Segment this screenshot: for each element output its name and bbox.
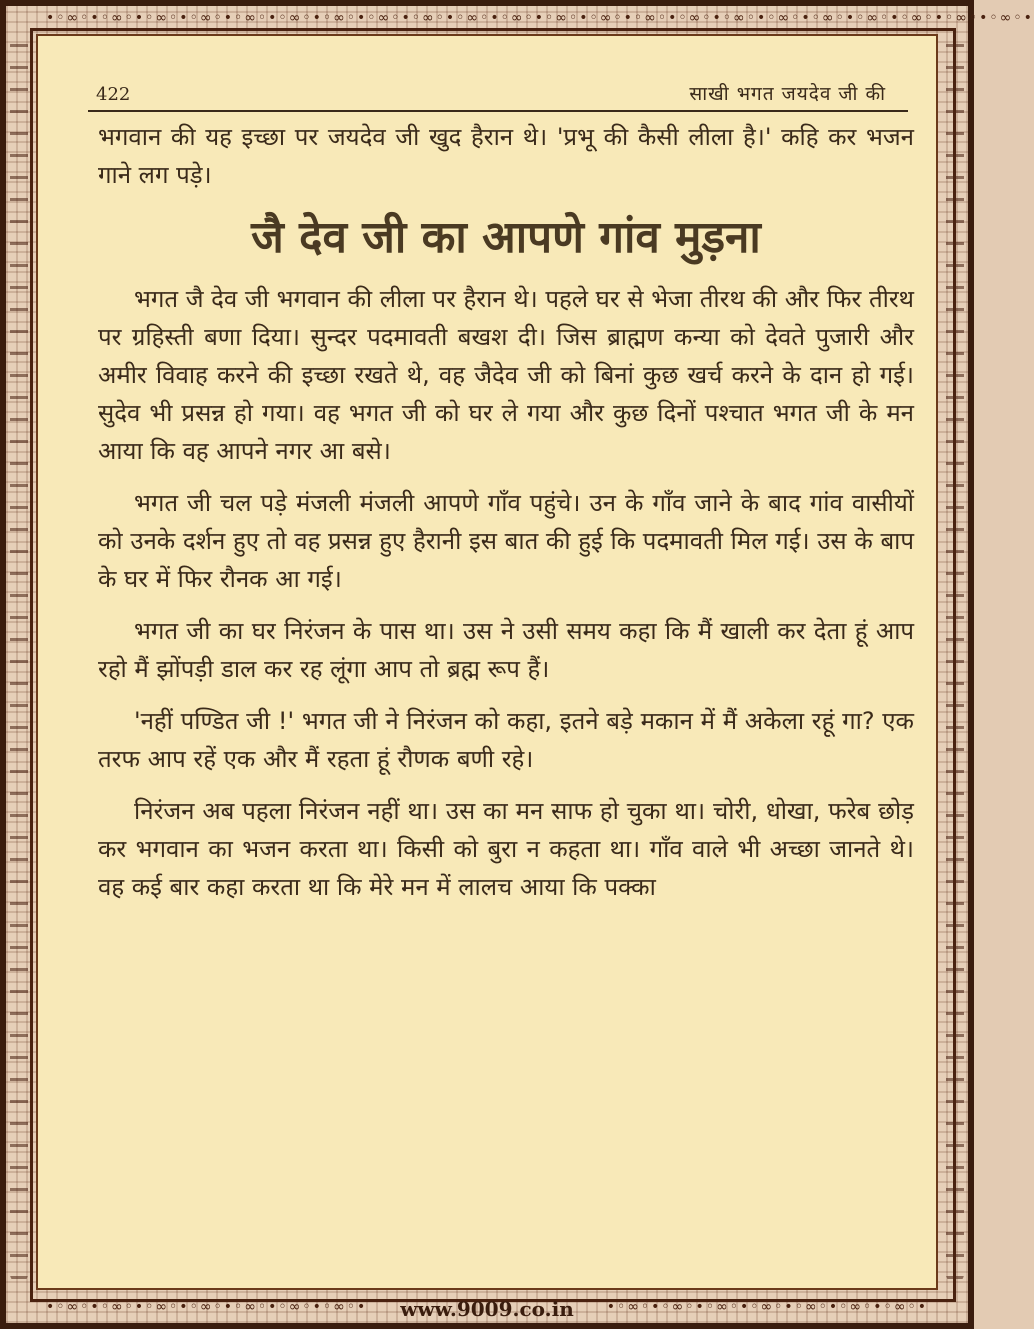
page-header: [88, 76, 908, 112]
paragraph-4: 'नहीं पण्डित जी !' भगत जी ने निरंजन को कहा, इतने बड़े मकान में मैं अकेला रहूं गा? एक तरफ आप रहें एक और मैं रहता हूं रौणक बणी रहे।: [98, 707, 914, 773]
paragraph-2: भगत जी चल पड़े मंजली मंजली आपणे गाँव पहुंचे। उन के गाँव जाने के बाद गांव वासीयों को उनके दर्शन हुए तो वह प्रसन्न हुए हैरानी इस बात की हुई कि पदमावती मिल गई। उस के बाप के घर में फिर रौनक आ गई।: [98, 489, 914, 593]
paragraph-1: भगत जै देव जी भगवान की लीला पर हैरान थे। पहले घर से भेजा तीरथ की और फिर तीरथ पर ग्रहिस्ती बणा दिया। सुन्दर पदमावती बखश दी। जिस ब्राह्मण कन्या को देवते पुजारी और अमीर विवाह करने की इच्छा रखते थे, वह जैदेव जी को बिनां कुछ खर्च करने के दान हो गई। सुदेव भी प्रसन्न हो गया। वह भगत जी को घर ले गया और कुछ दिनों पश्चात भगत जी के मन आया कि वह आपने नगर आ बसे।: [98, 285, 914, 465]
intro-paragraph: भगवान की यह इच्छा पर जयदेव जी खुद हैरान थे। 'प्रभू की कैसी लीला है।' कहि कर भजन गाने लग पड़े।: [98, 123, 914, 189]
paragraph-3: भगत जी का घर निरंजन के पास था। उस ने उसी समय कहा कि मैं खाली कर देता हूं आप रहो मैं झोंपड़ी डाल कर रह लूंगा आप तो ब्रह्म रूप हैं।: [98, 617, 914, 683]
left-ornament-border: [10, 36, 28, 1283]
chapter-title: जै देव जी का आपणे गांव मुड़ना: [251, 212, 761, 263]
footer-website-url: www.9009.co.in: [400, 1297, 574, 1321]
bottom-right-ornament: •◦∞◦•◦∞◦•◦∞◦•◦∞◦•◦∞◦•◦∞◦•◦∞◦•: [606, 1299, 928, 1315]
running-title: साखी भगत जयदेव जी की: [689, 83, 886, 105]
page-body: [98, 118, 914, 906]
bottom-left-ornament: •◦∞◦•◦∞◦•◦∞◦•◦∞◦•◦∞◦•◦∞◦•◦∞◦•: [46, 1299, 368, 1315]
top-ornament-border: •◦∞◦•◦∞◦•◦∞◦•◦∞◦•◦∞◦•◦∞◦•◦∞◦•◦∞◦•◦∞◦•◦∞◦•◦∞◦•◦∞◦•◦∞◦•◦∞◦•◦∞◦•◦∞◦•◦∞◦•◦∞◦•◦∞◦•◦∞◦•◦∞◦•◦∞◦•: [46, 10, 1034, 26]
book-page: [36, 34, 938, 1290]
paragraph-5: निरंजन अब पहला निरंजन नहीं था। उस का मन साफ हो चुका था। चोरी, धोखा, फरेब छोड़ कर भगवान का भजन करता था। किसी को बुरा न कहता था। गाँव वाले भी अच्छा जानते थे। वह कई बार कहा करता था कि मेरे मन में लालच आया कि पक्का: [98, 797, 914, 901]
page-number: 422: [96, 84, 131, 105]
